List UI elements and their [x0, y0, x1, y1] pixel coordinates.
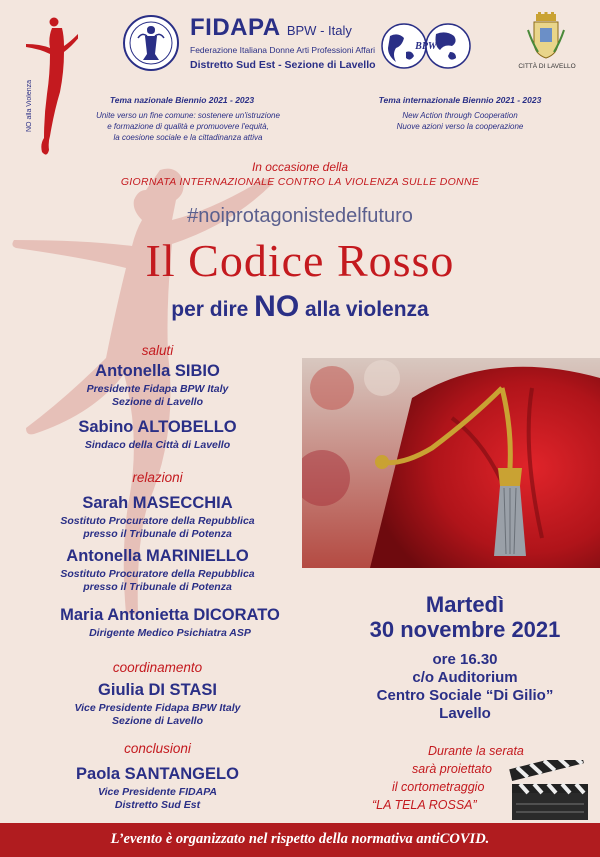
org-name: FIDAPA	[190, 14, 280, 41]
national-theme-title: Tema nazionale Biennio 2021 - 2023	[109, 95, 255, 105]
speaker-desc-line: Presidente Fidapa BPW Italy	[86, 383, 229, 395]
national-theme-line: Unite verso un fine comune: sostenere un'istruzione	[96, 111, 280, 120]
international-theme-line: New Action through Cooperation	[402, 111, 518, 120]
bpw-globe-icon	[380, 22, 472, 70]
fidapa-seal-icon	[122, 14, 180, 72]
national-theme-line: la coesione sociale e la cittadinanza attiva	[113, 133, 263, 142]
coordinamento-label: coordinamento	[112, 660, 203, 675]
org-suffix: BPW - Italy	[286, 23, 352, 38]
speaker-name-dicorato: Maria Antonietta DICORATO	[60, 606, 280, 624]
speaker-desc-dicorato	[0, 627, 340, 640]
org-district: Distretto Sud Est - Sezione di Lavello	[190, 59, 376, 71]
speaker-name-mariniello: Antonella MARINIELLO	[66, 547, 249, 565]
event-venue-3: Lavello	[439, 705, 491, 722]
speaker-desc-line: Distretto Sud Est	[114, 799, 201, 811]
evening-line-2: sarà proiettato	[412, 762, 492, 776]
speaker-desc-line: Sezione di Lavello	[111, 396, 204, 408]
speaker-desc-line: Sostituto Procuratore della Repubblica	[60, 515, 255, 527]
speaker-name-sibio: Antonella SIBIO	[95, 362, 220, 380]
event-date: 30 novembre 2021	[369, 617, 561, 642]
speaker-name-santangelo: Paola SANTANGELO	[76, 765, 239, 783]
speaker-desc-masecchia	[0, 515, 315, 541]
international-theme-title: Tema internazionale Biennio 2021 - 2023	[378, 95, 542, 105]
saluti-label: saluti	[141, 343, 174, 358]
red-toga-photo-image	[302, 358, 600, 568]
org-full-name: Federazione Italiana Donne Arti Professioni Affari	[190, 45, 376, 55]
subtitle-pre: per dire	[171, 298, 255, 321]
speaker-name-altobello: Sabino ALTOBELLO	[78, 418, 237, 436]
event-venue-2: Centro Sociale “Di Gilio”	[376, 687, 554, 704]
evening-line-1: Durante la serata	[428, 744, 524, 758]
subtitle-emph: NO	[254, 290, 300, 323]
international-theme-text	[350, 110, 570, 132]
conclusioni-label: conclusioni	[124, 741, 191, 756]
speaker-desc-mariniello	[0, 568, 315, 594]
speaker-desc-line: Sezione di Lavello	[111, 715, 204, 727]
speaker-name-masecchia: Sarah MASECCHIA	[82, 494, 233, 512]
subtitle-post: alla violenza	[299, 298, 429, 321]
event-venue-1: c/o Auditorium	[412, 669, 518, 686]
clapperboard-icon	[506, 760, 592, 822]
evening-line-3: il cortometraggio	[392, 780, 485, 794]
occasion-intro: In occasione della	[251, 160, 349, 174]
hashtag: #noiprotagonistedelfuturo	[187, 205, 413, 227]
footer-text: L’evento è organizzato nel rispetto della normativa antiCOVID.	[110, 831, 490, 847]
event-time: ore 16.30	[432, 651, 498, 668]
speaker-desc-line: Vice Presidente Fidapa BPW Italy	[74, 702, 241, 714]
page-title: Il Codice Rosso	[145, 235, 455, 286]
speaker-desc-sibio	[0, 383, 315, 409]
occasion-day: GIORNATA INTERNAZIONALE CONTRO LA VIOLENZA SULLE DONNE	[120, 176, 480, 188]
international-theme-line: Nuove azioni verso la cooperazione	[396, 122, 524, 131]
speaker-desc-line: Sindaco della Città di Lavello	[84, 439, 231, 451]
city-label: CITTÀ DI LAVELLO	[518, 63, 576, 70]
globe-label: BPW	[415, 41, 437, 52]
speaker-desc-altobello	[0, 439, 315, 452]
relazioni-label: relazioni	[132, 470, 183, 485]
speaker-desc-line: presso il Tribunale di Potenza	[83, 581, 232, 593]
national-theme-line: e formazione di qualità e promuovere l'equità,	[107, 122, 269, 131]
speaker-desc-line: presso il Tribunale di Potenza	[83, 528, 232, 540]
evening-line-4: “LA TELA ROSSA”	[372, 798, 477, 812]
speaker-desc-line: Dirigente Medico Psichiatra ASP	[89, 627, 251, 639]
speaker-desc-santangelo	[0, 786, 315, 812]
national-theme-text	[70, 110, 306, 143]
no-violenza-logo-text: NO alla Violenza	[26, 79, 33, 132]
event-day: Martedì	[425, 592, 505, 617]
city-crest-icon	[526, 12, 566, 60]
speaker-name-distasi: Giulia DI STASI	[98, 681, 217, 699]
speaker-desc-line: Vice Presidente FIDAPA	[97, 786, 218, 798]
subtitle	[0, 290, 600, 324]
speaker-desc-line: Sostituto Procuratore della Repubblica	[60, 568, 255, 580]
speaker-desc-distasi	[0, 702, 315, 728]
